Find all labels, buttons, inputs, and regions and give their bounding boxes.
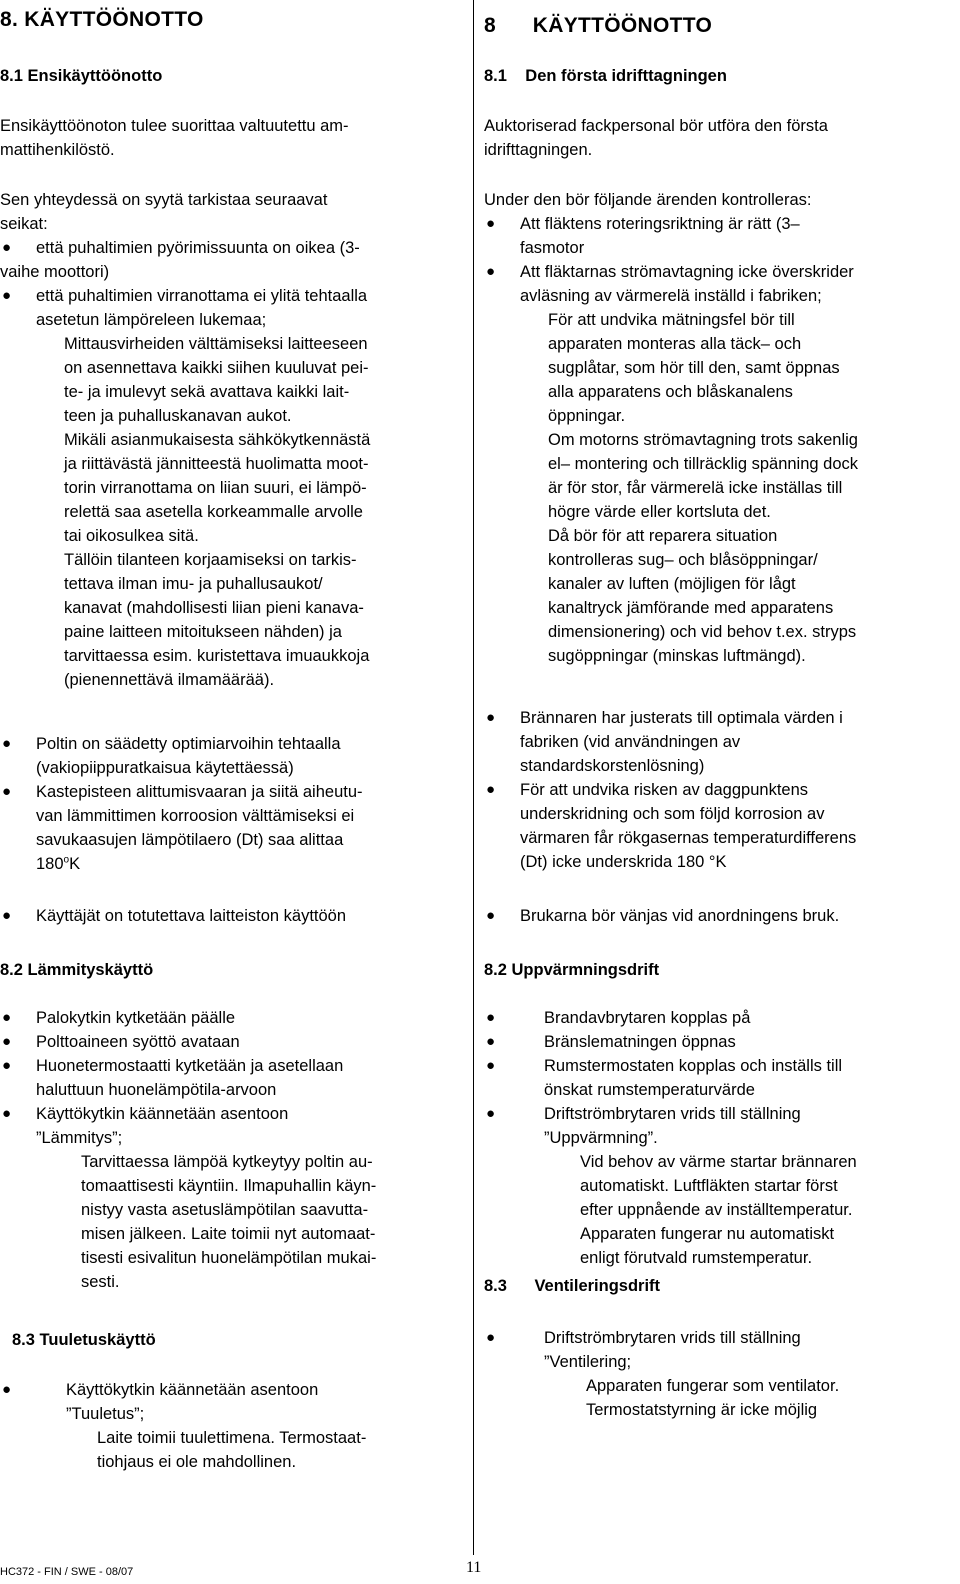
note-line: Vid behov av värme startar brännaren xyxy=(580,1153,857,1171)
list-item-text: värmaren får rökgasernas temperaturdifferens xyxy=(520,829,857,847)
fi-title: 8. KÄYTTÖÖNOTTO xyxy=(0,8,204,31)
list-item-text: (vakiopiippuratkaisua käytettäessä) xyxy=(36,759,294,777)
fi-section-8-2: 8.2 Lämmityskäyttö xyxy=(0,961,154,979)
list-item-text: Poltin on säädetty optimiarvoihin tehtaalla xyxy=(36,735,341,753)
note-line: misen jälkeen. Laite toimii nyt automaat- xyxy=(81,1225,376,1243)
note-line: sugplåtar, som hör till den, samt öppnas xyxy=(548,359,840,377)
note-line: högre värde eller kortsluta det. xyxy=(548,503,771,521)
list-item-text: ”Uppvärmning”. xyxy=(544,1129,658,1147)
bullet-icon: ● xyxy=(486,1057,496,1074)
list-item-text: (Dt) icke underskrida 180 °K xyxy=(520,853,727,871)
sv-intro-line: idrifttagningen. xyxy=(484,141,593,159)
bullet-icon: ● xyxy=(486,709,496,726)
bullet-icon: ● xyxy=(486,1009,496,1026)
note-line: Då bör för att reparera situation xyxy=(548,527,778,545)
note-line: paine laitteen mitoitukseen nähden) ja xyxy=(64,623,342,641)
fi-ventilation-list xyxy=(0,1378,462,1474)
list-item xyxy=(0,904,462,928)
list-item-text: Polttoaineen syöttö avataan xyxy=(36,1033,240,1051)
bullet-icon: ● xyxy=(486,1105,496,1122)
note-line: tettava ilman imu- ja puhallusaukot/ xyxy=(64,575,323,593)
list-item xyxy=(484,904,960,928)
note-line: dimensionering) och vid behov t.ex. stryps xyxy=(548,623,857,641)
sv-intro-line: Auktoriserad fackpersonal bör utföra den första xyxy=(484,117,828,135)
note-line: sugöppningar (minskas luftmängd). xyxy=(548,647,806,665)
note-line: Apparaten fungerar som ventilator. xyxy=(586,1377,840,1395)
note-line: on asennettava kaikki siihen kuuluvat pei- xyxy=(64,359,369,377)
bullet-icon: ● xyxy=(486,1329,496,1346)
note-line: Om motorns strömavtagning trots sakenlig xyxy=(548,431,858,449)
list-item-text: avläsning av värmerelä inställd i fabriken; xyxy=(520,287,822,305)
list-item-text: Kastepisteen alittumisvaaran ja siitä aiheutu- xyxy=(36,783,363,801)
list-item xyxy=(0,284,462,308)
list-item-text: Käyttökytkin käännetään asentoon xyxy=(36,1105,289,1123)
list-item-text: että puhaltimien pyörimissuunta on oikea (3- xyxy=(36,239,360,257)
fi-ventilation-note xyxy=(0,1426,462,1474)
fi-heating-list xyxy=(0,1006,462,1294)
degree-superscript: o xyxy=(63,854,70,866)
footer-doc-code: HC372 - FIN / SWE - 08/07 xyxy=(0,1566,134,1578)
list-item xyxy=(0,732,462,780)
list-item xyxy=(484,1006,960,1030)
fi-intro-line: mattihenkilöstö. xyxy=(0,141,115,159)
list-item xyxy=(484,260,960,308)
note-line: öppningar. xyxy=(548,407,626,425)
sv-intro xyxy=(484,114,960,162)
fi-note xyxy=(0,332,462,692)
note-line: Mikäli asianmukaisesta sähkökytkennästä xyxy=(64,431,371,449)
note-line: (pienennettävä ilmamäärää). xyxy=(64,671,275,689)
sv-note xyxy=(484,308,960,668)
note-line: är för stor, får värmerelä icke inställas till xyxy=(548,479,843,497)
note-line: efter uppnående av inställtemperatur. xyxy=(580,1201,853,1219)
list-item xyxy=(0,236,462,260)
fi-heating-note xyxy=(0,1150,462,1294)
note-line: Mittausvirheiden välttämiseksi laitteeseen xyxy=(64,335,368,353)
note-line: kanaler av luften (möjligen för lågt xyxy=(548,575,796,593)
list-item xyxy=(0,1006,462,1030)
fi-section-8-1: 8.1 Ensikäyttöönotto xyxy=(0,67,163,85)
sv-heating-list xyxy=(484,1006,960,1270)
note-line: Tällöin tilanteen korjaamiseksi on tarkis- xyxy=(64,551,357,569)
fi-check-line: seikat: xyxy=(0,215,48,233)
sv-check-block xyxy=(484,188,960,668)
fi-intro xyxy=(0,114,462,162)
page-number: 11 xyxy=(466,1559,482,1576)
list-item-text: van lämmittimen korroosion välttämiseksi ei xyxy=(36,807,355,825)
list-item xyxy=(484,778,960,874)
bullet-icon: ● xyxy=(2,1105,12,1122)
list-item-text: Att fläktarnas strömavtagning icke överskrider xyxy=(520,263,854,281)
bullet-icon: ● xyxy=(486,215,496,232)
list-item xyxy=(0,1378,462,1426)
note-line: Termostatstyrning är icke möjlig xyxy=(586,1401,818,1419)
sv-section-8-2: 8.2 Uppvärmningsdrift xyxy=(484,961,660,979)
list-item-text: Huonetermostaatti kytketään ja asetellaan xyxy=(36,1057,344,1075)
list-item-text: Brännaren har justerats till optimala värden i xyxy=(520,709,843,727)
note-line: relettä saa asetella korkeammalle arvolle xyxy=(64,503,363,521)
sv-ventilation-note xyxy=(484,1374,960,1422)
bullet-icon: ● xyxy=(2,1381,12,1398)
list-item-text: Bränslematningen öppnas xyxy=(544,1033,736,1051)
list-item-text: Driftströmbrytaren vrids till ställning xyxy=(544,1105,801,1123)
note-line: el– montering och tillräcklig spänning dock xyxy=(548,455,859,473)
list-item-text: fasmotor xyxy=(520,239,585,257)
note-line: tarvittaessa esim. kuristettava imuaukkoja xyxy=(64,647,370,665)
list-item-text: savukaasujen lämpötilaero (Dt) saa alittaa xyxy=(36,831,344,849)
sv-list-2 xyxy=(484,706,960,874)
list-item xyxy=(484,212,960,260)
column-divider xyxy=(473,0,474,1555)
note-line: apparaten monteras alla täck– och xyxy=(548,335,802,353)
bullet-icon: ● xyxy=(486,1033,496,1050)
bullet-icon: ● xyxy=(2,783,12,800)
list-item-text: Brandavbrytaren kopplas på xyxy=(544,1009,751,1027)
sv-section-8-3: 8.3 Ventileringsdrift xyxy=(484,1277,661,1295)
list-item-text: ”Tuuletus”; xyxy=(66,1405,145,1423)
bullet-icon: ● xyxy=(2,287,12,304)
note-line: Apparaten fungerar nu automatiskt xyxy=(580,1225,835,1243)
note-line: tiohjaus ei ole mahdollinen. xyxy=(97,1453,297,1471)
list-item-text: Driftströmbrytaren vrids till ställning xyxy=(544,1329,801,1347)
list-item-text: standardskorstenlösning) xyxy=(520,757,705,775)
fi-check-block xyxy=(0,188,462,692)
list-item xyxy=(0,1030,462,1054)
temperature-unit: K xyxy=(69,855,81,873)
list-item-text: että puhaltimien virranottama ei ylitä tehtaalla xyxy=(36,287,368,305)
list-item xyxy=(0,780,462,876)
temperature-value: 180 xyxy=(36,855,64,873)
bullet-icon: ● xyxy=(2,1033,12,1050)
note-line: sesti. xyxy=(81,1273,120,1291)
sv-ventilation-list xyxy=(484,1326,960,1422)
note-line: ja riittävästä jännitteestä huolimatta moot- xyxy=(64,455,369,473)
sv-list-3 xyxy=(484,904,960,928)
list-item-text: ”Lämmitys”; xyxy=(36,1129,123,1147)
list-item-text: fabriken (vid användningen av xyxy=(520,733,741,751)
note-line: Laite toimii tuulettimena. Termostaat- xyxy=(97,1429,367,1447)
bullet-icon: ● xyxy=(2,239,12,256)
note-line: kontrolleras sug– och blåsöppningar/ xyxy=(548,551,818,569)
list-item xyxy=(484,1326,960,1374)
list-item xyxy=(0,1054,462,1102)
list-item-text: För att undvika risken av daggpunktens xyxy=(520,781,809,799)
list-item-text: asetetun lämpöreleen lukemaa; xyxy=(36,311,267,329)
note-line: automatiskt. Luftfläkten startar först xyxy=(580,1177,838,1195)
list-item-text: Palokytkin kytketään päälle xyxy=(36,1009,236,1027)
note-line: kanavat (mahdollisesti liian pieni kanava- xyxy=(64,599,364,617)
bullet-icon: ● xyxy=(2,1009,12,1026)
note-line: tisesti esivalitun huonelämpötilan mukai- xyxy=(81,1249,377,1267)
fi-check-line: Sen yhteydessä on syytä tarkistaa seuraavat xyxy=(0,191,328,209)
bullet-icon: ● xyxy=(486,781,496,798)
bullet-icon: ● xyxy=(2,907,12,924)
list-item xyxy=(484,1054,960,1102)
list-item-text: Brukarna bör vänjas vid anordningens bruk. xyxy=(520,907,840,925)
list-item-text: Rumstermostaten kopplas och inställs till xyxy=(544,1057,843,1075)
list-item-text: vaihe moottori) xyxy=(0,263,110,281)
note-line: Tarvittaessa lämpöä kytkeytyy poltin au- xyxy=(81,1153,373,1171)
fi-list-2 xyxy=(0,732,462,876)
list-item xyxy=(484,706,960,778)
note-line: te- ja imulevyt sekä avattava kaikki lait- xyxy=(64,383,350,401)
sv-section-8-1: 8.1 Den första idrifttagningen xyxy=(484,67,727,85)
list-item-text: Käyttäjät on totutettava laitteiston käyttöön xyxy=(36,907,347,925)
bullet-icon: ● xyxy=(486,263,496,280)
list-item-text: ”Ventilering; xyxy=(544,1353,632,1371)
list-item xyxy=(484,1030,960,1054)
bullet-icon: ● xyxy=(486,907,496,924)
note-line: För att undvika mätningsfel bör till xyxy=(548,311,795,329)
note-line: alla apparatens och blåskanalens xyxy=(548,383,793,401)
sv-heating-note xyxy=(484,1150,960,1270)
list-item-text: önskat rumstemperaturvärde xyxy=(544,1081,755,1099)
note-line: teen ja puhalluskanavan aukot. xyxy=(64,407,292,425)
list-item-text: Att fläktens roteringsriktning är rätt (3– xyxy=(520,215,800,233)
note-line: torin virranottama on liian suuri, ei lämpö- xyxy=(64,479,367,497)
fi-list-3 xyxy=(0,904,462,928)
sv-title: 8 KÄYTTÖÖNOTTO xyxy=(484,14,713,37)
sv-check-line: Under den bör följande ärenden kontrolleras: xyxy=(484,191,812,209)
note-line: tomaattisesti käyntiin. Ilmapuhallin käyn- xyxy=(81,1177,377,1195)
list-item-text: haluttuun huonelämpötila-arvoon xyxy=(36,1081,277,1099)
note-line: enligt förutvald rumstemperatur. xyxy=(580,1249,813,1267)
bullet-icon: ● xyxy=(2,735,12,752)
note-line: kanaltryck jämförande med apparatens xyxy=(548,599,834,617)
list-item-text: Käyttökytkin käännetään asentoon xyxy=(66,1381,319,1399)
bullet-icon: ● xyxy=(2,1057,12,1074)
fi-intro-line: Ensikäyttöönoton tulee suorittaa valtuutettu am- xyxy=(0,117,349,135)
note-line: tai oikosulkea sitä. xyxy=(64,527,199,545)
list-item-text xyxy=(36,852,462,876)
list-item xyxy=(0,1102,462,1150)
fi-section-8-3: 8.3 Tuuletuskäyttö xyxy=(12,1331,156,1349)
note-line: nistyy vasta asetuslämpötilan saavutta- xyxy=(81,1201,369,1219)
list-item xyxy=(484,1102,960,1150)
list-item-text: underskridning och som följd korrosion av xyxy=(520,805,825,823)
